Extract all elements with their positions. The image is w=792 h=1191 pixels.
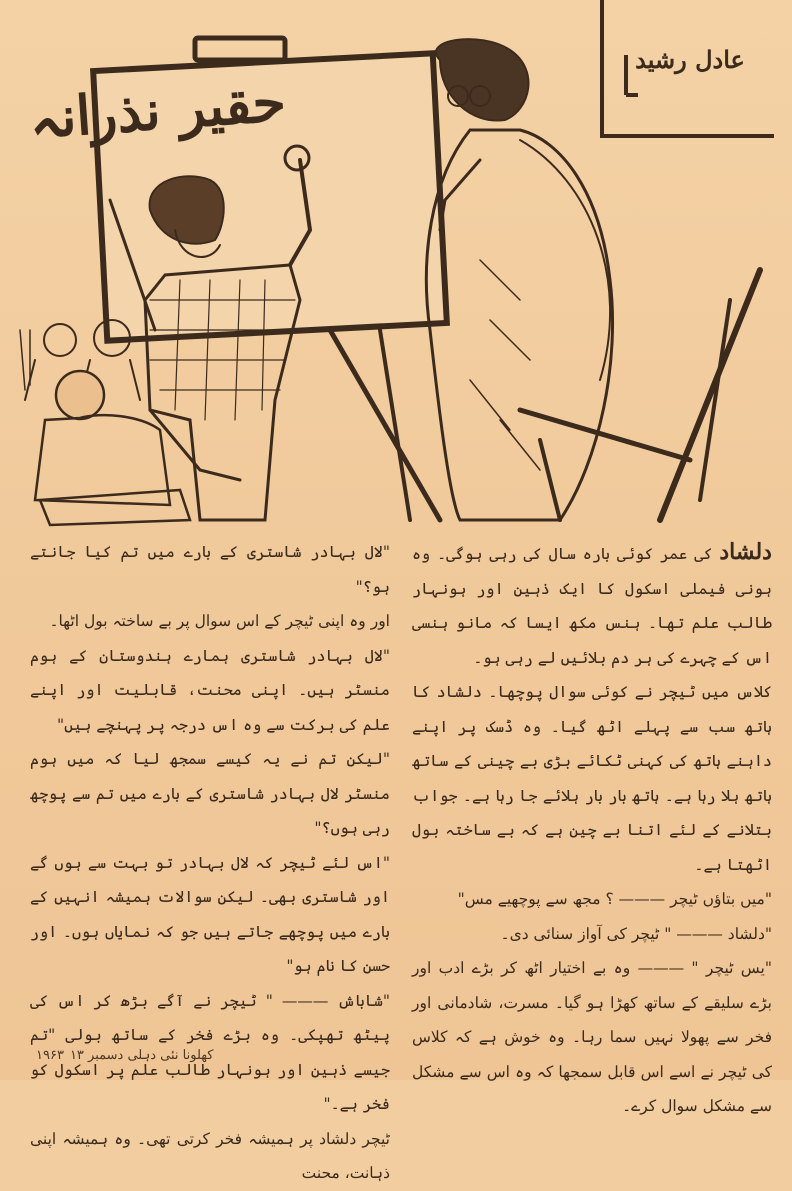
page-number: ۱۳ <box>69 1048 84 1063</box>
paragraph: "لال بہادر شاستری ہمارے ہندوستان کے ہوم منسٹر ہیں۔ اپنی محنت، قابلیت اور اپنے علم کی برکت سے وہ اس درجہ پر پہنچے ہیں" <box>30 646 390 734</box>
magazine-issue: کھلونا نئی دہلی دسمبر ۱۹۶۳ <box>36 1048 214 1063</box>
paragraph: "شاباش ——— " ٹیچر نے آگے بڑھ کر اس کی پیٹھ تھپکی۔ وہ بڑے فخر کے ساتھ بولی "تم جیسے ذہین اور ہونہار طالب علم پر اسکول کو فخر ہے۔" <box>30 991 390 1113</box>
paragraph: ٹیچر دلشاد پر ہمیشہ فخر کرتی تھی۔ وہ ہمیشہ اپنی ذہانت، محنت <box>30 1129 390 1182</box>
paragraph: "اس لئے ٹیچر کہ لال بہادر تو بہت سے ہوں گے اور شاستری بھی۔ لیکن سوالات ہمیشہ انہیں کے بارے میں پوچھے جاتے ہیں جو کہ نمایاں ہوں۔ اور حسن کا نام ہو" <box>30 853 390 975</box>
author-name: عادل رشید <box>635 45 745 74</box>
paragraph: "لیکن تم نے یہ کیسے سمجھ لیا کہ میں ہوم منسٹر لال بہادر شاستری کے بارے میں تم سے پوچھ رہی ہوں؟" <box>30 750 390 837</box>
paragraph: "لال بہادر شاستری کے بارے میں تم کیا جانتے ہو؟" <box>30 543 390 596</box>
paragraph: "یس ٹیچر " ——— وہ بے اختیار اٹھ کر بڑے ادب اور بڑے سلیقے کے ساتھ کھڑا ہو گیا۔ مسرت، شادمانی اور فخر سے پھولا نہیں سما رہا۔ وہ خوش ہے کہ کلاس کی ٹیچر نے اسے اس قابل سمجھا کہ وہ اس سے مشکل سے مشکل سوال کرے۔ <box>412 959 772 1115</box>
page-footer <box>30 1048 230 1070</box>
paragraph: کلاس میں ٹیچر نے کوئی سوال پوچھا۔ دلشاد کا ہاتھ سب سے پہلے اٹھ گیا۔ وہ ڈسک پر اپنے داہنے ہاتھ کی کہنی ٹکائے بڑی بے چینی کے ساتھ ہاتھ ہلا رہا ہے۔ ہاتھ بار بار ہلائے جا رہا ہے۔ جواب بتلانے کے لئے اتنا بے چین ہے کہ بے ساختہ بول اٹھتا ہے۔ <box>412 683 772 874</box>
paragraph: "دلشاد ——— " ٹیچر کی آواز سنائی دی۔ <box>500 924 772 943</box>
text-column-right <box>412 535 772 1115</box>
story-title: حقیر نذرانہ <box>27 69 288 151</box>
paragraph: دلشاد کی عمر کوئی بارہ سال کی رہی ہوگی۔ وہ ہونی فیملی اسکول کا ایک ذہین اور ہونہار طالب علم تھا۔ ہنس مکھ ایسا کہ مانو ہنسی اس کے چہرے کی ہر دم بلائیں لے رہی ہو۔ <box>412 539 772 667</box>
paragraph: اور وہ اپنی ٹیچر کے اس سوال پر بے ساختہ بول اٹھا۔ <box>49 612 390 630</box>
drop-word: دلشاد <box>719 539 772 565</box>
paragraph: "میں بتاؤں ٹیچر ——— ؟ مجھ سے پوچھیے مس" <box>457 890 772 908</box>
